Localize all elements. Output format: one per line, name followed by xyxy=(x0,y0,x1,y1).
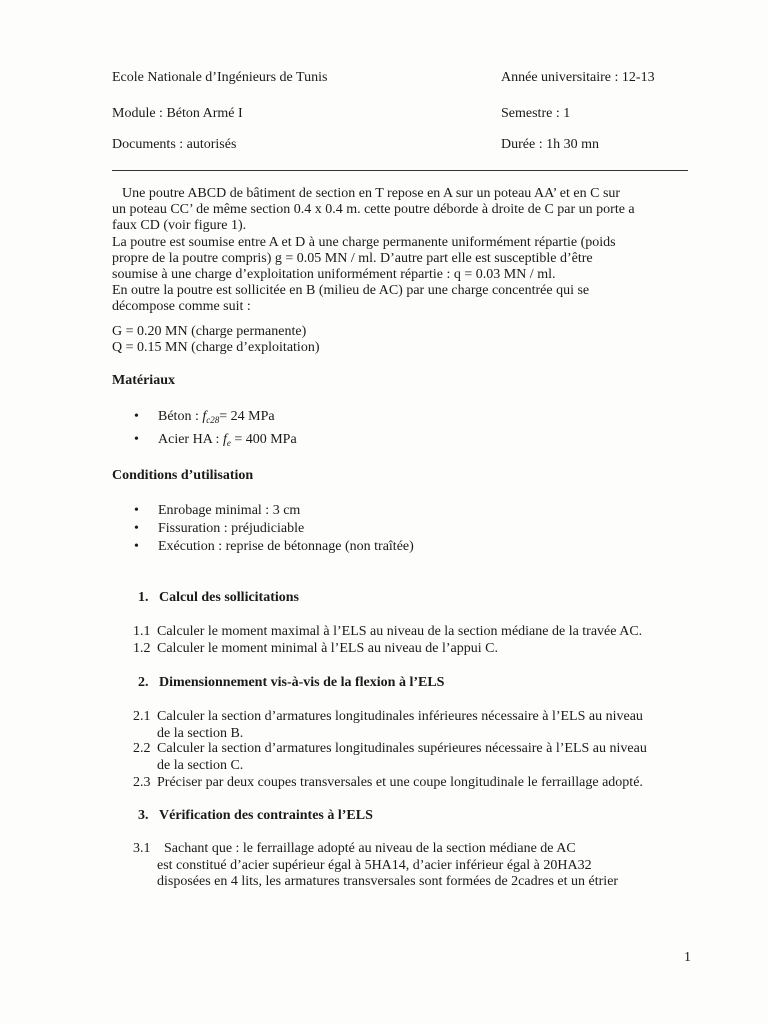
exam-duration: Durée : 1h 30 mn xyxy=(501,137,599,152)
intro-line: La poutre est soumise entre A et D à une charge permanente uniformément répartie (poids xyxy=(112,235,616,250)
bullet-icon: • xyxy=(134,432,139,447)
condition-item: • Enrobage minimal : 3 cm xyxy=(134,503,301,518)
intro-line: faux CD (voir figure 1). xyxy=(112,218,247,233)
page-number: 1 xyxy=(684,950,691,965)
question-item: 1.2 Calculer le moment minimal à l’ELS au niveau de l’appui C. xyxy=(133,641,498,656)
school-name: Ecole Nationale d’Ingénieurs de Tunis xyxy=(112,70,328,85)
load-G: G = 0.20 MN (charge permanente) xyxy=(112,324,307,339)
condition-item: • Exécution : reprise de bétonnage (non traîtée) xyxy=(134,539,414,554)
intro-line: décompose comme suit : xyxy=(112,299,251,314)
section-heading: 3. Vérification des contraintes à l’ELS xyxy=(138,808,373,823)
semester: Semestre : 1 xyxy=(501,106,571,121)
question-item: 3.1 Sachant que : le ferraillage adopté au niveau de la section médiane de AC est constitué d’acier supérieur égal à 5HA14, d’acier inférieur égal à 20HA32 disposées en 4 lits, les armatures transversales sont formées de 2cadres et un étrier xyxy=(133,841,619,889)
load-Q: Q = 0.15 MN (charge d’exploitation) xyxy=(112,340,320,355)
materials-title: Matériaux xyxy=(112,373,175,388)
module-name: Module : Béton Armé I xyxy=(112,106,243,121)
section-heading: 2. Dimensionnement vis-à-vis de la flexion à l’ELS xyxy=(138,675,445,690)
section-heading: 1. Calcul des sollicitations xyxy=(138,590,300,605)
material-beton: • Béton : $f_{c28}= 24$ MPa xyxy=(134,409,275,425)
question-item: 2.3 Préciser par deux coupes transversales et une coupe longitudinale le ferraillage adopté. xyxy=(133,775,643,790)
material-acier: • Acier HA : $f_e = 400$ MPa xyxy=(134,432,297,448)
intro-line: soumise à une charge d’exploitation uniformément répartie : q = 0.03 MN / ml. xyxy=(112,267,556,282)
question-item: 2.1 Calculer la section d’armatures longitudinales inférieures nécessaire à l’ELS au niveau de la section B. xyxy=(133,709,643,741)
bullet-icon: • xyxy=(134,503,139,518)
header-divider xyxy=(112,170,688,171)
bullet-icon: • xyxy=(134,409,139,424)
condition-item: • Fissuration : préjudiciable xyxy=(134,521,305,536)
bullet-icon: • xyxy=(134,539,139,554)
academic-year: Année universitaire : 12-13 xyxy=(501,70,655,85)
documents-allowed: Documents : autorisés xyxy=(112,137,237,152)
conditions-title: Conditions d’utilisation xyxy=(112,468,254,483)
bullet-icon: • xyxy=(134,521,139,536)
question-item: 1.1 Calculer le moment maximal à l’ELS au niveau de la section médiane de la travée AC. xyxy=(133,624,643,639)
intro-line: Une poutre ABCD de bâtiment de section en T repose en A sur un poteau AA’ et en C sur xyxy=(122,186,621,201)
question-item: 2.2 Calculer la section d’armatures longitudinales supérieures nécessaire à l’ELS au niveau de la section C. xyxy=(133,741,647,773)
intro-line: un poteau CC’ de même section 0.4 x 0.4 m. cette poutre déborde à droite de C par un porte a xyxy=(112,202,635,217)
intro-line: propre de la poutre compris) g = 0.05 MN / ml. D’autre part elle est susceptible d’être xyxy=(112,251,593,266)
intro-line: En outre la poutre est sollicitée en B (milieu de AC) par une charge concentrée qui se xyxy=(112,283,590,298)
